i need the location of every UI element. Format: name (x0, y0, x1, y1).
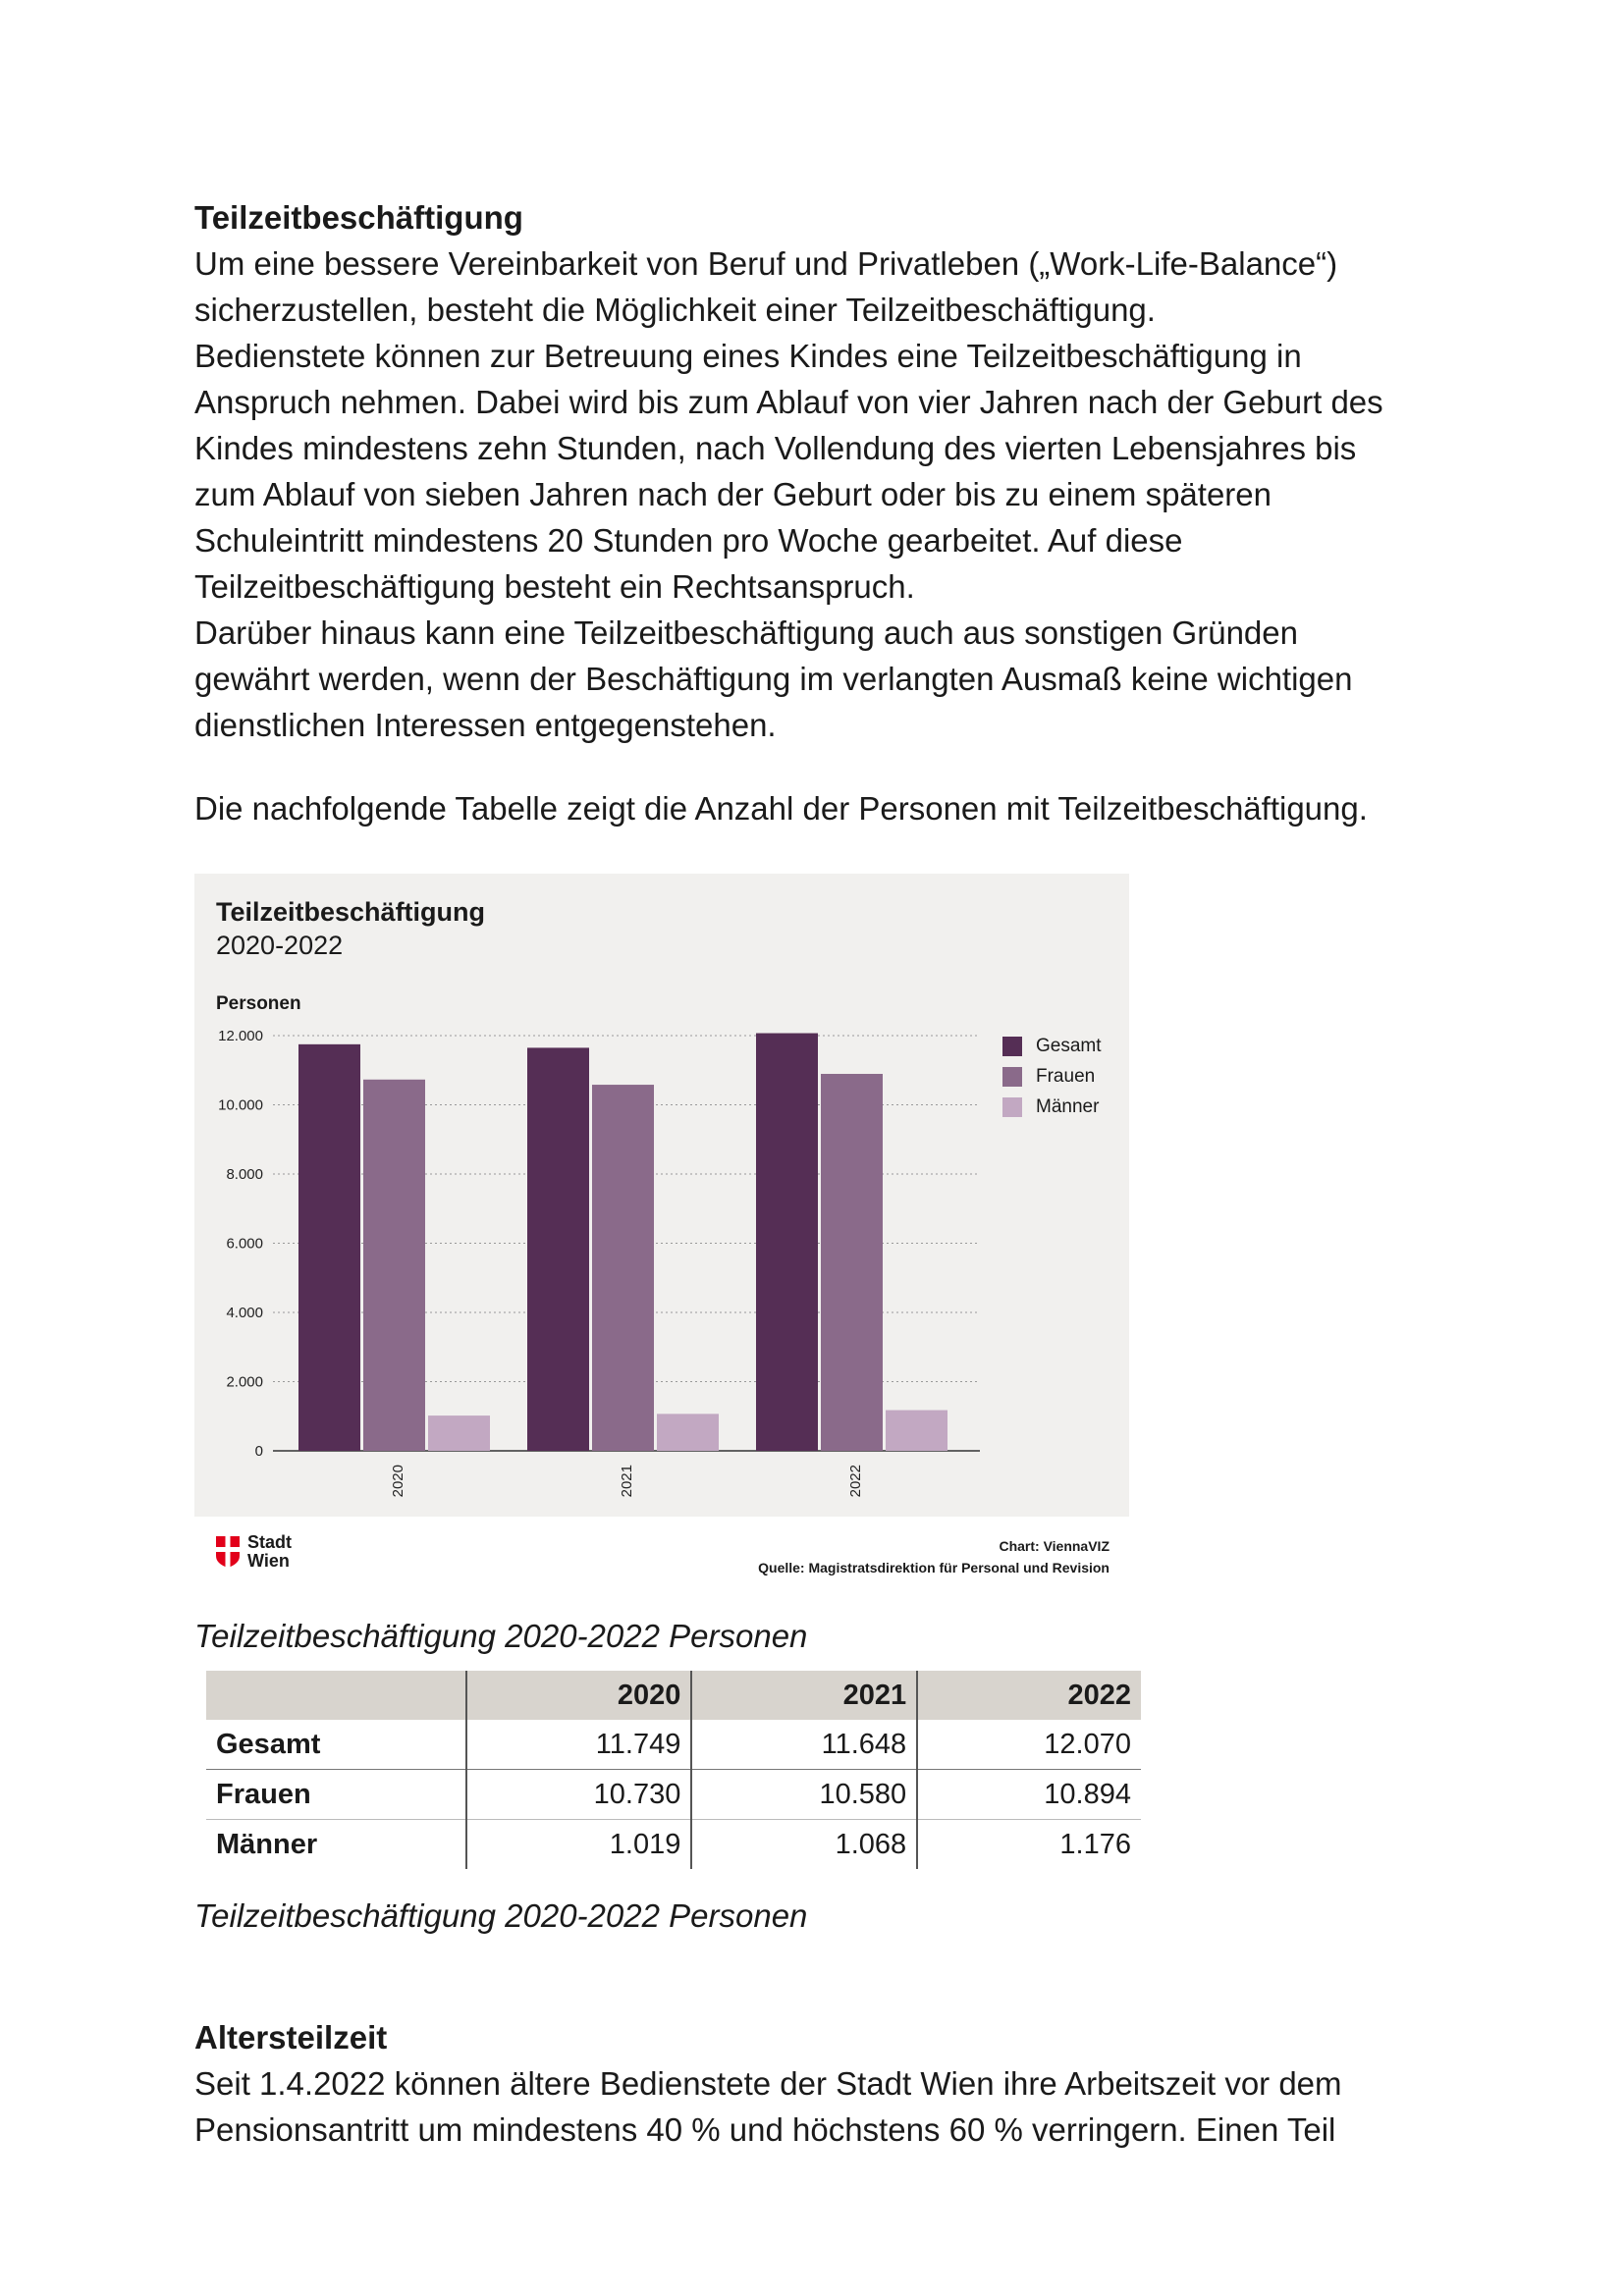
section-teilzeit (194, 194, 1471, 831)
paragraph-line: Anspruch nehmen. Dabei wird bis zum Ablauf von vier Jahren nach der Geburt des (194, 384, 1383, 420)
row-label: Gesamt (206, 1720, 466, 1770)
chart-legend (1002, 1031, 1102, 1122)
row-label: Männer (216, 1828, 318, 1860)
table-header-cell: 2022 (917, 1671, 1141, 1720)
legend-item-frauen (1002, 1061, 1102, 1092)
row-label: Frauen (206, 1770, 466, 1820)
chart-caption: Teilzeitbeschäftigung 2020-2022 Personen (194, 1618, 808, 1654)
bar-chart (194, 874, 1129, 1517)
chart-credit (758, 1535, 1110, 1578)
bar-frauen (592, 1085, 654, 1451)
stadt-wien-logo (216, 1533, 292, 1571)
bar-gesamt (527, 1047, 589, 1451)
legend-swatch (1002, 1097, 1022, 1117)
legend-item-maenner (1002, 1092, 1102, 1122)
paragraph-line: Seit 1.4.2022 können ältere Bedienstete der Stadt Wien ihre Arbeitszeit vor dem (194, 2065, 1342, 2102)
table-header-cell: 2021 (691, 1671, 917, 1720)
legend-label: Gesamt (1036, 1035, 1102, 1056)
bar-gesamt (298, 1044, 360, 1451)
legend-swatch (1002, 1037, 1022, 1056)
x-tick-label: 2022 (847, 1465, 864, 1498)
bar-frauen (363, 1080, 425, 1451)
chart-credit-line: Chart: ViennaVIZ (999, 1538, 1110, 1554)
logo-text-stadt: Stadt (247, 1532, 292, 1552)
heading-altersteilzeit: Altersteilzeit (194, 2019, 388, 2056)
paragraph-line: Schuleintritt mindestens 20 Stunden pro Woche gearbeitet. Auf diese (194, 522, 1183, 559)
bar-gesamt (756, 1034, 818, 1451)
y-tick-label: 12.000 (218, 1028, 263, 1044)
y-tick-label: 10.000 (218, 1096, 263, 1114)
chart-subtitle: 2020-2022 (216, 931, 344, 960)
table-cell: 1.176 (917, 1820, 1141, 1870)
table-cell: 10.894 (917, 1770, 1141, 1820)
table-cell: 10.580 (691, 1770, 917, 1820)
legend-swatch (1002, 1067, 1022, 1087)
paragraph-line: Bedienstete können zur Betreuung eines Kindes eine Teilzeitbeschäftigung in (194, 338, 1302, 374)
section-altersteilzeit (194, 2014, 1471, 2153)
chart-plot (194, 874, 1129, 1517)
data-table (206, 1671, 1141, 1869)
y-tick-label: 4.000 (226, 1305, 263, 1321)
y-tick-label: 0 (254, 1443, 263, 1460)
table-cell: 1.068 (691, 1820, 917, 1870)
table-cell: 10.730 (466, 1770, 692, 1820)
legend-item-gesamt (1002, 1031, 1102, 1061)
y-tick-label: 2.000 (226, 1373, 263, 1391)
chart-source-line: Quelle: Magistratsdirektion für Personal und Revision (758, 1560, 1110, 1575)
logo-text-wien: Wien (247, 1551, 290, 1571)
table-header-cell: 2020 (466, 1671, 692, 1720)
table-cell: 11.749 (466, 1720, 692, 1770)
bar-maenner (886, 1411, 947, 1451)
wien-shield-icon (216, 1536, 240, 1568)
x-tick-label: 2021 (619, 1465, 635, 1498)
table-row (206, 1770, 1141, 1820)
table-intro: Die nachfolgende Tabelle zeigt die Anzahl der Personen mit Teilzeitbeschäftigung. (194, 790, 1368, 827)
paragraph-line: Um eine bessere Vereinbarkeit von Beruf und Privatleben („Work-Life-Balance“) (194, 245, 1338, 282)
table-cell: 1.019 (466, 1820, 692, 1870)
table-cell: 12.070 (917, 1720, 1141, 1770)
table-cell: 11.648 (691, 1720, 917, 1770)
legend-label: Frauen (1036, 1065, 1096, 1087)
paragraph-line: Kindes mindestens zehn Stunden, nach Vollendung des vierten Lebensjahres bis (194, 430, 1357, 466)
heading-teilzeit: Teilzeitbeschäftigung (194, 199, 523, 236)
table-header-cell (206, 1671, 466, 1720)
paragraph-line: dienstlichen Interessen entgegenstehen. (194, 707, 777, 743)
legend-label: Männer (1036, 1095, 1100, 1117)
bar-maenner (657, 1414, 719, 1451)
paragraph-line: Darüber hinaus kann eine Teilzeitbeschäftigung auch aus sonstigen Gründen (194, 614, 1298, 651)
table-row (206, 1720, 1141, 1770)
paragraph-line: Teilzeitbeschäftigung besteht ein Rechtsanspruch. (194, 568, 915, 605)
paragraph-line: Pensionsantritt um mindestens 40 % und höchstens 60 % verringern. Einen Teil (194, 2111, 1336, 2148)
chart-title: Teilzeitbeschäftigung (216, 897, 486, 927)
paragraph-line: sicherzustellen, besteht die Möglichkeit einer Teilzeitbeschäftigung. (194, 292, 1156, 328)
paragraph-line: gewährt werden, wenn der Beschäftigung im verlangten Ausmaß keine wichtigen (194, 661, 1353, 697)
x-tick-label: 2020 (390, 1465, 406, 1498)
chart-y-label: Personen (216, 993, 301, 1014)
y-tick-label: 8.000 (226, 1166, 263, 1183)
paragraph-line: zum Ablauf von sieben Jahren nach der Geburt oder bis zu einem späteren (194, 476, 1272, 512)
bar-maenner (428, 1415, 490, 1451)
table-caption: Teilzeitbeschäftigung 2020-2022 Personen (194, 1897, 808, 1934)
y-tick-label: 6.000 (226, 1235, 263, 1253)
table-row (206, 1820, 1141, 1870)
table-header-row (206, 1671, 1141, 1720)
bar-frauen (821, 1074, 883, 1451)
